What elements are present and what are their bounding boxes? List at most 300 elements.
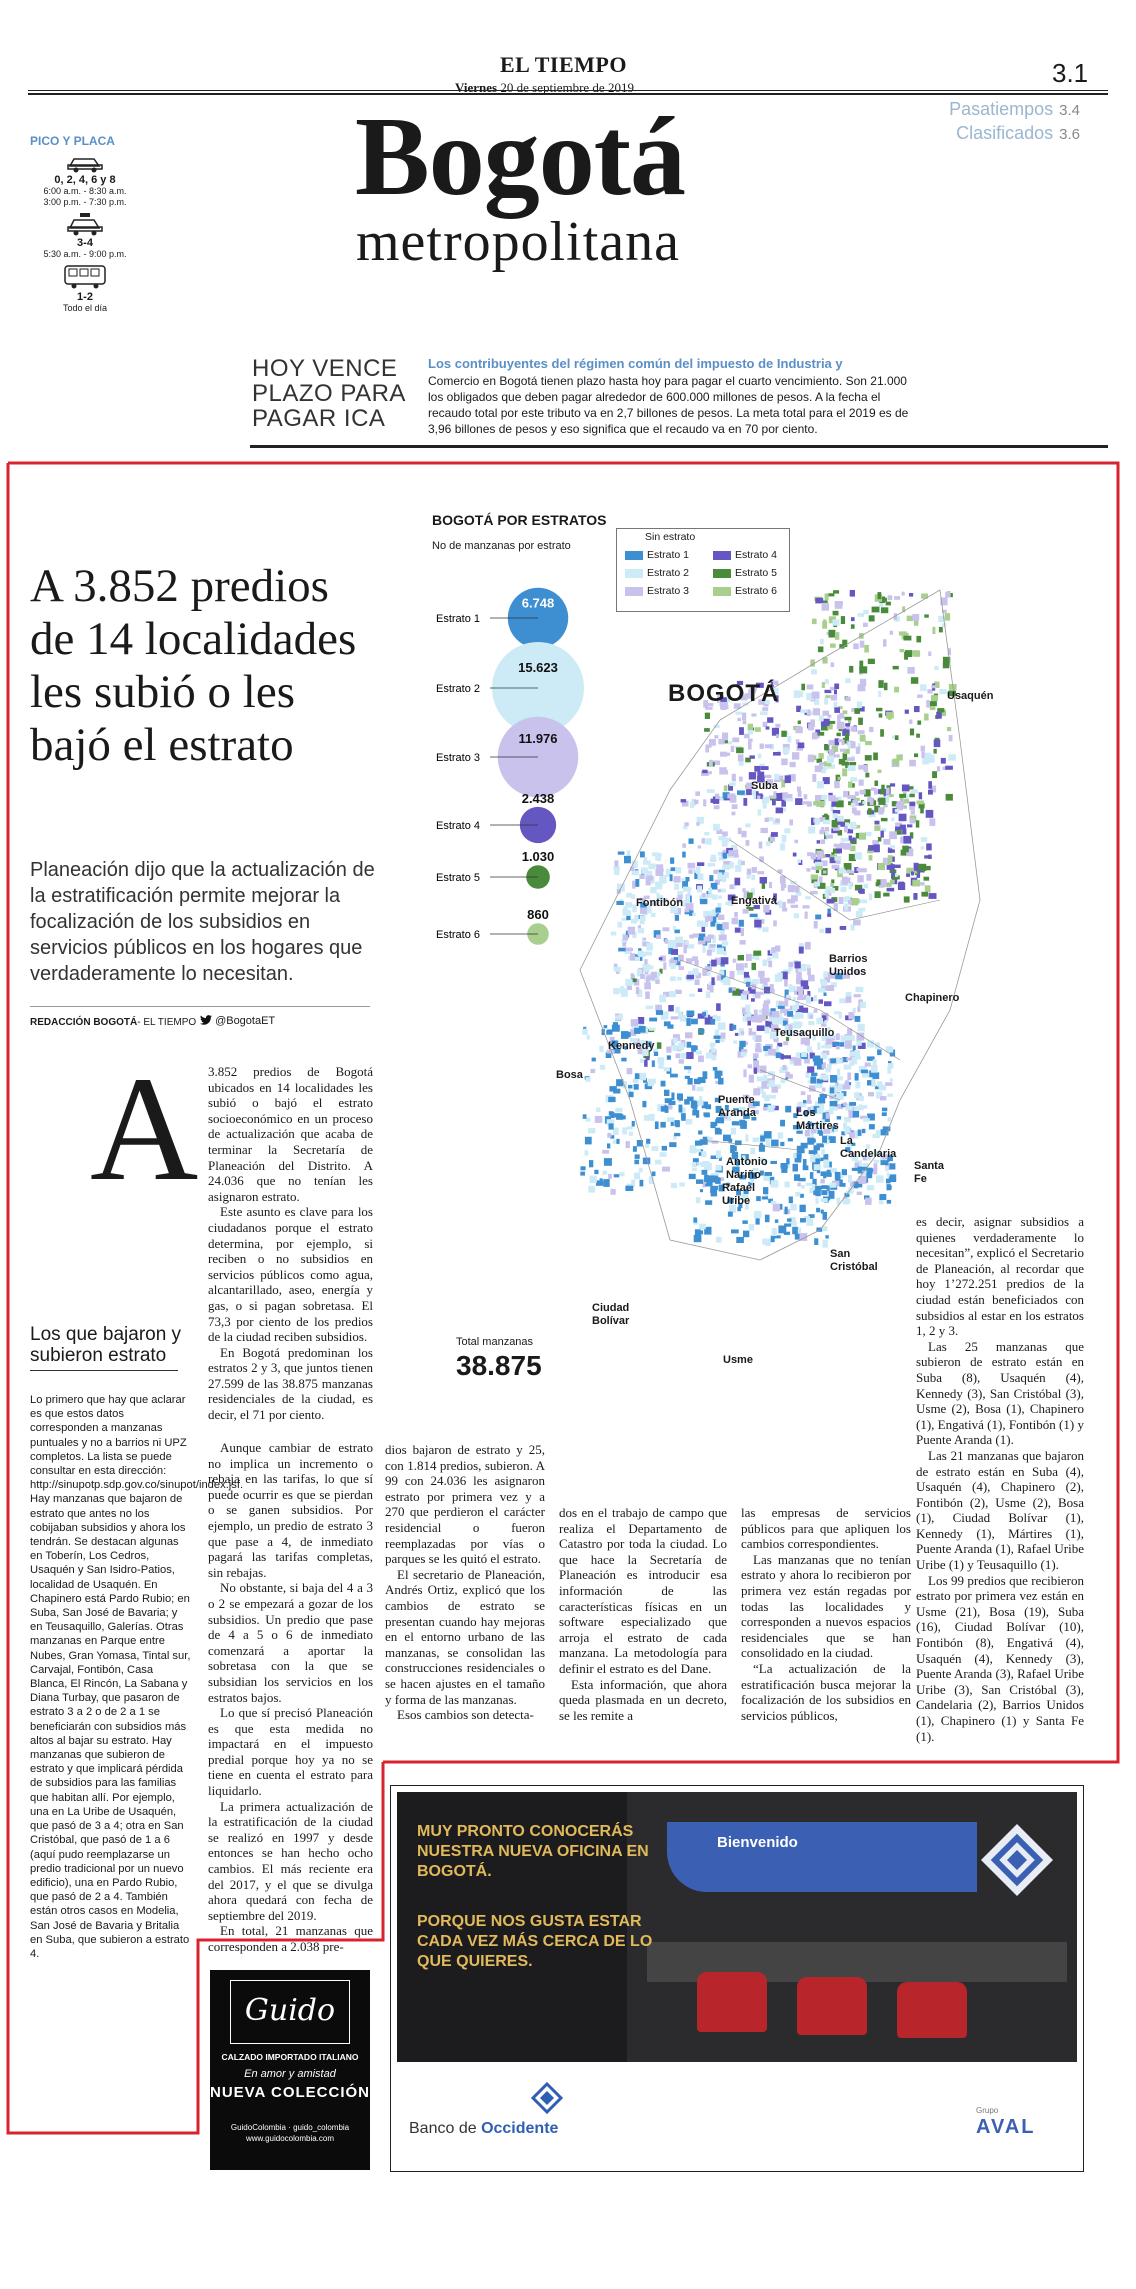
map-block	[815, 1190, 820, 1196]
map-block	[679, 1183, 685, 1187]
map-block	[657, 1042, 662, 1049]
map-block	[858, 1167, 863, 1174]
map-block	[771, 1180, 779, 1187]
locality-label: Chapinero	[905, 992, 960, 1004]
map-block	[931, 695, 938, 701]
map-block	[831, 1168, 838, 1173]
map-block	[830, 1058, 836, 1063]
map-block	[735, 928, 741, 933]
map-block	[824, 1001, 832, 1006]
map-block	[858, 613, 864, 617]
category-label: Estrato 5	[436, 872, 481, 884]
map-block	[760, 744, 764, 749]
map-block	[625, 979, 632, 986]
map-block	[720, 752, 727, 757]
map-block	[790, 762, 796, 767]
map-block	[674, 876, 681, 883]
map-block	[823, 971, 828, 978]
map-block	[611, 932, 616, 936]
map-block	[763, 803, 767, 808]
map-block	[827, 914, 831, 917]
map-block	[765, 1027, 770, 1034]
map-block	[848, 765, 856, 771]
red-chair	[797, 1977, 867, 2035]
map-block	[681, 1113, 686, 1121]
map-block	[877, 1049, 881, 1055]
map-block	[781, 759, 788, 766]
map-block	[937, 766, 940, 771]
map-block	[735, 1140, 742, 1145]
map-block	[698, 1029, 704, 1033]
map-block	[790, 1204, 796, 1211]
ad-photo	[397, 1792, 1077, 2062]
map-block	[917, 801, 924, 805]
map-block	[609, 1123, 614, 1129]
map-block	[608, 1174, 612, 1179]
map-block	[710, 922, 715, 927]
map-block	[760, 1143, 763, 1148]
map-block	[878, 798, 885, 805]
map-block	[883, 893, 889, 897]
map-block	[784, 828, 790, 833]
locality-label: Bosa	[556, 1069, 583, 1081]
map-block	[736, 712, 743, 715]
map-block	[796, 972, 802, 979]
map-block	[858, 908, 865, 912]
map-block	[762, 797, 769, 804]
map-block	[906, 873, 910, 877]
map-block	[730, 1145, 735, 1153]
ad-headline-2: PORQUE NOS GUSTA ESTAR CADA VEZ MÁS CERCA DE LO QUE QUIERES.	[417, 1913, 653, 1970]
map-block	[600, 1178, 603, 1183]
legend-swatch	[625, 587, 643, 596]
map-block	[778, 1226, 786, 1234]
map-block	[860, 790, 866, 795]
map-block	[715, 1128, 720, 1132]
map-block	[705, 1200, 712, 1205]
map-block	[857, 1192, 862, 1195]
map-block	[788, 1138, 793, 1141]
map-block	[864, 645, 869, 653]
map-block	[909, 760, 916, 767]
article-column-4	[559, 1505, 727, 1723]
map-block	[640, 1059, 644, 1063]
map-block	[916, 820, 920, 827]
map-block	[699, 1096, 702, 1101]
map-block	[689, 838, 694, 844]
map-block	[882, 1108, 887, 1112]
map-block	[696, 867, 701, 875]
map-block	[920, 808, 924, 813]
map-block	[909, 794, 914, 798]
map-block	[803, 1159, 807, 1166]
map-block	[626, 1141, 630, 1148]
map-block	[730, 884, 734, 889]
bank-brand: Banco de Occidente	[409, 2120, 559, 2137]
map-block	[868, 845, 874, 851]
map-block	[904, 799, 909, 803]
map-block	[808, 755, 814, 763]
byline: REDACCIÓN BOGOTÁ- EL TIEMPO	[30, 1017, 197, 1028]
guido-social: GuidoColombia · guido_colombia	[230, 2123, 350, 2132]
map-block	[816, 1143, 824, 1147]
map-block	[858, 684, 866, 691]
map-block	[654, 1052, 658, 1056]
map-block	[886, 602, 891, 606]
map-block	[675, 915, 679, 921]
map-block	[863, 1118, 870, 1122]
map-block	[651, 913, 656, 917]
map-block	[834, 684, 839, 690]
article-column-3	[385, 1442, 545, 1723]
map-block	[691, 1100, 697, 1108]
map-block	[729, 782, 736, 786]
map-block	[659, 875, 666, 882]
map-block	[795, 1012, 801, 1018]
paragraph: El secretario de Planeación, Andrés Ortiz, explicó que los cambios de estrato se presentan cuando hay mejoras en el entorno urbano de las manzanas, se consolidan las construcciones residenciales o se hacen ajustes en el tamaño y forma de las manzanas.	[385, 1566, 545, 1707]
map-block	[614, 1113, 622, 1117]
map-block	[949, 735, 953, 741]
map-block	[858, 730, 865, 734]
map-block	[730, 862, 734, 868]
map-block	[681, 799, 687, 802]
map-block	[899, 882, 905, 889]
map-block	[817, 840, 821, 843]
legend-swatch	[713, 551, 731, 560]
map-block	[781, 883, 785, 891]
date-text: 20 de septiembre de 2019	[500, 80, 634, 95]
map-block	[640, 851, 645, 857]
map-block	[689, 1174, 696, 1179]
map-block	[658, 1057, 665, 1063]
map-block	[909, 807, 915, 810]
map-block	[697, 862, 704, 866]
map-block	[893, 666, 899, 670]
guido-ad[interactable]	[210, 1970, 370, 2170]
map-block	[755, 1035, 762, 1042]
map-block	[695, 1229, 701, 1235]
guido-collection: NUEVA COLECCIÓN	[210, 2084, 371, 2101]
map-block	[746, 954, 752, 961]
map-block	[728, 1212, 733, 1217]
map-block	[783, 747, 789, 753]
map-block	[845, 723, 850, 726]
map-block	[676, 943, 683, 947]
map-block	[912, 614, 919, 621]
map-block	[753, 1053, 759, 1058]
map-block	[827, 1064, 832, 1069]
map-block	[780, 1009, 784, 1013]
map-block	[860, 641, 865, 648]
map-block	[714, 805, 720, 809]
map-block	[749, 772, 756, 779]
map-block	[840, 926, 847, 930]
map-block	[679, 1094, 683, 1101]
map-block	[848, 742, 851, 749]
map-block	[735, 878, 741, 886]
map-block	[646, 1139, 650, 1144]
map-block	[696, 822, 699, 826]
locality-label: Santa Fe	[914, 1160, 944, 1185]
map-block	[659, 957, 663, 960]
map-block	[804, 1059, 810, 1064]
map-block	[924, 877, 930, 881]
map-block	[757, 796, 760, 800]
map-block	[640, 1180, 644, 1187]
map-block	[763, 1004, 769, 1011]
map-block	[821, 1190, 827, 1195]
map-block	[815, 819, 821, 825]
map-block	[684, 1066, 691, 1069]
map-block	[808, 1021, 814, 1025]
map-block	[939, 627, 943, 633]
map-block	[723, 1135, 731, 1142]
map-block	[880, 1096, 886, 1100]
map-block	[823, 871, 826, 874]
map-block	[836, 844, 843, 849]
article-column-5	[741, 1505, 911, 1723]
map-block	[918, 864, 926, 871]
locality-label: Usaquén	[947, 690, 994, 702]
map-block	[820, 1180, 825, 1184]
map-block	[727, 794, 733, 799]
map-block	[751, 714, 756, 717]
map-block	[763, 1075, 767, 1081]
map-block	[840, 749, 846, 752]
map-block	[700, 1189, 703, 1192]
map-block	[674, 884, 679, 890]
banco-occidente-ad[interactable]	[390, 1785, 1084, 2172]
map-block	[795, 727, 803, 734]
map-block	[711, 977, 714, 985]
map-block	[894, 687, 899, 693]
map-block	[778, 1006, 785, 1009]
map-block	[899, 631, 907, 635]
map-block	[844, 1064, 852, 1069]
map-block	[719, 935, 727, 941]
map-block	[931, 685, 936, 688]
map-block	[723, 853, 727, 859]
map-block	[588, 1128, 595, 1133]
map-block	[803, 905, 810, 908]
map-block	[657, 972, 661, 976]
map-block	[603, 1171, 608, 1175]
map-block	[631, 973, 634, 978]
map-block	[625, 948, 633, 951]
map-block	[869, 615, 875, 621]
map-block	[613, 867, 620, 871]
value-label: 2.438	[521, 790, 555, 806]
map-block	[889, 831, 897, 839]
map-block	[736, 1237, 744, 1243]
map-block	[762, 1196, 768, 1199]
map-block	[890, 845, 895, 848]
locality-label: Teusaquillo	[774, 1027, 835, 1039]
map-block	[716, 1003, 721, 1011]
map-block	[876, 882, 880, 886]
map-block	[891, 817, 894, 821]
map-block	[805, 896, 811, 899]
map-block	[671, 949, 678, 955]
map-block	[614, 967, 621, 972]
map-block	[783, 1041, 788, 1045]
map-block	[752, 979, 759, 984]
map-block	[830, 883, 834, 887]
map-block	[800, 1205, 806, 1212]
map-block	[798, 721, 801, 725]
map-block	[762, 960, 767, 967]
map-block	[792, 752, 799, 759]
map-block	[921, 752, 924, 758]
map-block	[833, 1042, 840, 1046]
map-block	[885, 1166, 888, 1171]
map-block	[830, 644, 836, 648]
map-block	[706, 1053, 713, 1059]
map-block	[788, 885, 795, 892]
legend-swatch	[625, 551, 643, 560]
map-block	[937, 708, 944, 712]
map-block	[822, 1185, 828, 1189]
map-block	[833, 590, 839, 593]
map-block	[846, 726, 850, 729]
category-label: Estrato 6	[436, 929, 481, 941]
map-block	[839, 1183, 845, 1187]
map-block	[622, 1127, 627, 1134]
map-block	[633, 1146, 637, 1152]
map-block	[829, 630, 836, 638]
map-block	[819, 999, 824, 1003]
map-block	[700, 899, 708, 904]
map-block	[792, 1227, 798, 1234]
twitter-handle: @BogotaET	[200, 1015, 275, 1027]
map-block	[736, 747, 744, 753]
map-block	[611, 1189, 616, 1195]
locality-label: Fontibón	[636, 897, 684, 909]
map-block	[917, 695, 923, 698]
map-block	[698, 846, 701, 849]
map-block	[670, 976, 676, 981]
page-number: 3.1	[1052, 58, 1089, 88]
map-block	[629, 1132, 633, 1136]
map-block	[816, 1198, 819, 1204]
map-block	[848, 900, 852, 905]
map-block	[683, 947, 686, 953]
map-block	[704, 728, 710, 732]
map-block	[824, 1020, 827, 1024]
map-block	[734, 912, 738, 917]
map-block	[857, 868, 861, 871]
map-block	[655, 1160, 662, 1165]
legend-label: Estrato 4	[735, 549, 778, 561]
map-block	[762, 927, 768, 932]
map-block	[679, 966, 684, 970]
map-block	[671, 958, 674, 961]
map-block	[814, 995, 817, 1001]
map-block	[886, 788, 890, 795]
map-block	[705, 966, 712, 970]
map-block	[691, 1019, 698, 1025]
map-block	[787, 1011, 793, 1017]
map-block	[759, 842, 763, 849]
map-block	[776, 808, 783, 814]
map-block	[781, 780, 785, 788]
map-block	[793, 1164, 799, 1172]
sidebar-rule	[30, 1370, 178, 1371]
map-block	[741, 928, 744, 936]
map-block	[644, 1060, 648, 1067]
map-block	[754, 766, 760, 772]
map-block	[831, 797, 839, 801]
map-block	[800, 1218, 806, 1222]
map-block	[836, 1033, 840, 1040]
map-block	[921, 837, 927, 842]
map-block	[860, 900, 867, 904]
locality-label: Engativá	[731, 895, 777, 907]
map-block	[705, 713, 710, 719]
map-block	[921, 846, 925, 849]
map-block	[821, 795, 828, 799]
map-block	[665, 939, 668, 944]
map-block	[600, 1065, 605, 1070]
plate-digits: 3-4	[77, 237, 93, 249]
map-block	[853, 1111, 859, 1118]
map-block	[647, 975, 655, 980]
map-block	[839, 897, 844, 904]
map-block	[616, 901, 623, 905]
value-label: 6.748	[521, 595, 555, 611]
map-block	[718, 1078, 723, 1085]
map-block	[781, 731, 787, 737]
map-block	[911, 789, 919, 793]
map-block	[844, 903, 848, 910]
map-block	[673, 926, 676, 930]
map-block	[835, 1172, 841, 1180]
map-block	[812, 692, 820, 699]
map-block	[812, 732, 817, 739]
value-label: 860	[527, 907, 549, 923]
map-block	[815, 915, 821, 920]
map-block	[718, 1071, 722, 1076]
map-block	[718, 889, 721, 892]
map-block	[873, 1059, 877, 1067]
map-block	[854, 994, 861, 997]
map-block	[710, 1019, 715, 1025]
map-block	[666, 1047, 671, 1053]
map-block	[688, 863, 696, 869]
map-block	[886, 712, 894, 719]
map-block	[671, 867, 676, 871]
map-block	[633, 978, 637, 982]
map-block	[865, 1198, 872, 1205]
map-block	[713, 824, 720, 831]
map-block	[859, 833, 866, 840]
paragraph: Este asunto es clave para los ciudadanos porque el estrato determina, por ejemplo, si reciben o no subsidios en servicios públicos como agua, alcantarillado, aseo, energía y gas, o si pagan sobretasa. El 73,3 por ciento de los predios de la ciudad reciben subsidios.	[208, 1204, 373, 1345]
map-block	[888, 858, 892, 864]
map-block	[883, 839, 890, 845]
map-block	[687, 1011, 695, 1017]
map-block	[879, 713, 883, 717]
map-block	[941, 758, 946, 764]
map-block	[881, 879, 887, 886]
paragraph: En Bogotá predominan los estratos 2 y 3, que juntos tienen 27.599 de las 38.875 manzanas residenciales de la ciudad, es decir, el 71 por ciento.	[208, 1344, 373, 1423]
map-block	[825, 1235, 828, 1238]
locality-label: Suba	[751, 780, 778, 792]
map-block	[891, 872, 895, 876]
map-block	[786, 1072, 790, 1078]
map-block	[643, 861, 651, 865]
map-block	[857, 701, 862, 708]
map-block	[909, 593, 913, 597]
